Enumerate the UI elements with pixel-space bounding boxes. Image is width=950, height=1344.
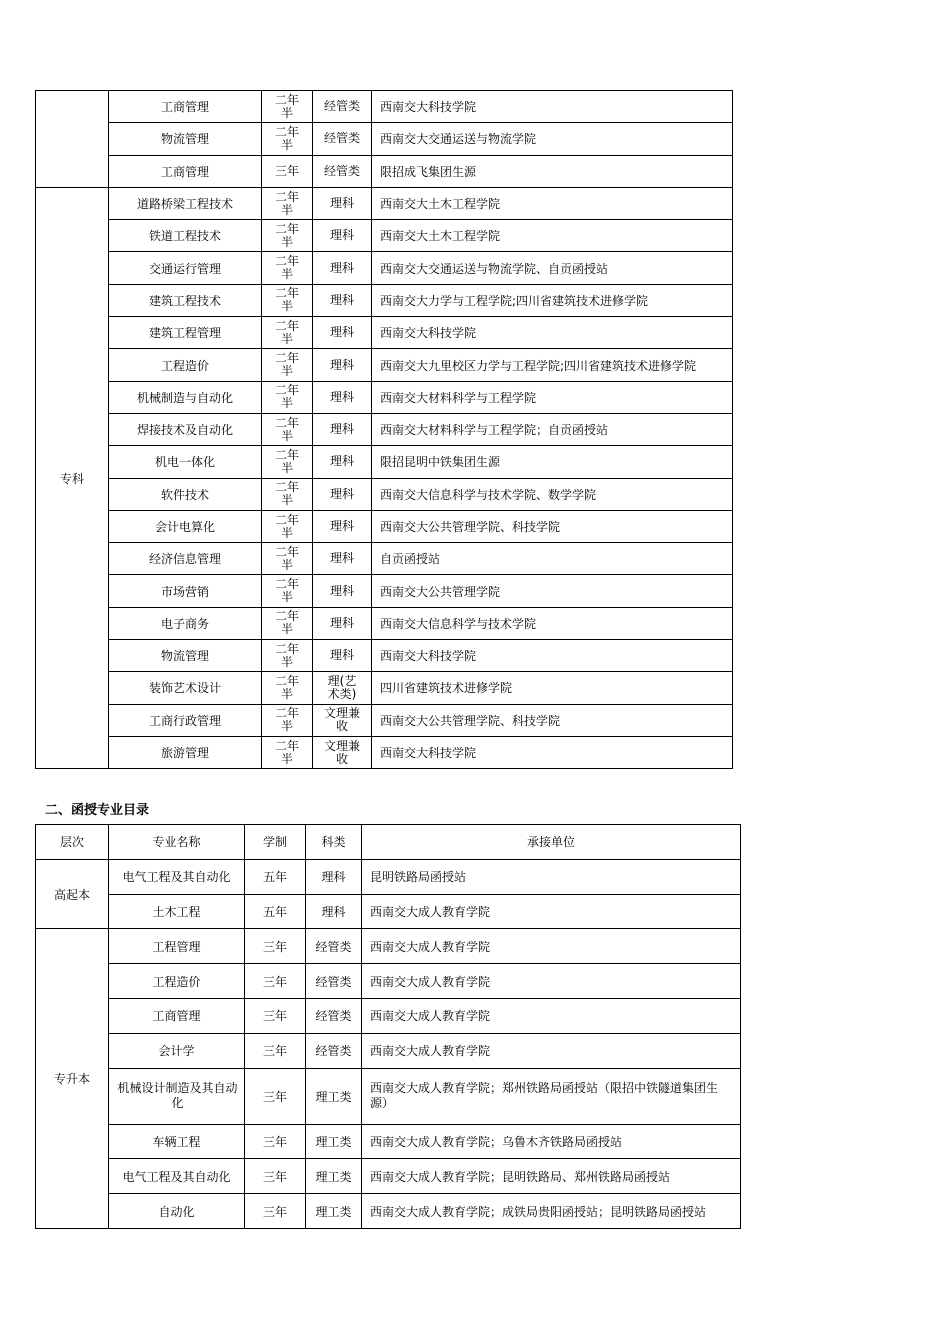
category-line: 理科 <box>329 325 354 340</box>
table-row <box>36 252 733 284</box>
table-row <box>36 381 733 413</box>
table-row <box>36 317 733 349</box>
major-name: 电气工程及其自动化 <box>109 1159 245 1194</box>
table-row <box>36 736 733 768</box>
major-name: 焊接技术及自动化 <box>109 413 262 445</box>
table-row <box>36 220 733 252</box>
category-line: 理科 <box>329 228 354 243</box>
table-row <box>36 672 733 704</box>
duration-line: 半 <box>280 331 293 346</box>
table-row <box>36 349 733 381</box>
table-row <box>36 1033 741 1068</box>
duration <box>262 607 313 639</box>
category-line: 理(艺 <box>327 673 357 688</box>
undertaking-unit: 西南交大土木工程学院 <box>372 220 733 252</box>
undertaking-unit: 西南交大科技学院 <box>372 317 733 349</box>
undertaking-unit: 西南交大材料科学与工程学院；自贡函授站 <box>372 413 733 445</box>
category: 经管类 <box>313 123 372 155</box>
category <box>313 478 372 510</box>
duration-line: 二年 <box>274 609 299 624</box>
duration-line: 二年 <box>274 415 299 430</box>
category-line: 收 <box>335 751 348 766</box>
duration-line: 二年 <box>274 124 299 139</box>
major-name: 物流管理 <box>109 640 262 672</box>
undertaking-unit: 西南交大成人教育学院 <box>362 894 741 929</box>
category-line: 理科 <box>329 615 354 630</box>
duration: 三年 <box>245 929 306 964</box>
major-name: 市场营销 <box>109 575 262 607</box>
duration-line: 二年 <box>274 92 299 107</box>
undertaking-unit: 西南交大成人教育学院 <box>362 998 741 1033</box>
duration-line: 二年 <box>274 447 299 462</box>
table-row <box>36 704 733 736</box>
major-name: 土木工程 <box>109 894 245 929</box>
major-name: 工程造价 <box>109 964 245 999</box>
level-cell-empty <box>36 91 109 188</box>
duration-line: 二年 <box>274 480 299 495</box>
header-unit: 承接单位 <box>362 825 741 860</box>
table-row <box>36 91 733 123</box>
duration <box>262 317 313 349</box>
major-name: 机械制造与自动化 <box>109 381 262 413</box>
category-line: 理科 <box>329 454 354 469</box>
table-row <box>36 1068 741 1124</box>
duration <box>262 478 313 510</box>
table-row <box>36 510 733 542</box>
category: 理科 <box>306 894 362 929</box>
major-name: 电子商务 <box>109 607 262 639</box>
table-row <box>36 1194 741 1229</box>
section-heading: 二、函授专业目录 <box>45 803 150 818</box>
table-row <box>36 446 733 478</box>
duration-line: 半 <box>280 493 293 508</box>
duration-line: 半 <box>280 686 293 701</box>
duration <box>262 252 313 284</box>
undertaking-unit: 西南交大成人教育学院 <box>362 964 741 999</box>
table-row <box>36 123 733 155</box>
duration <box>262 187 313 219</box>
duration-line: 二年 <box>274 577 299 592</box>
duration-line: 二年 <box>274 673 299 688</box>
undertaking-unit: 四川省建筑技术进修学院 <box>372 672 733 704</box>
table-row <box>36 543 733 575</box>
undertaking-unit: 西南交大信息科学与技术学院、数学学院 <box>372 478 733 510</box>
undertaking-unit: 西南交大交通运送与物流学院、自贡函授站 <box>372 252 733 284</box>
duration-line: 二年 <box>274 738 299 753</box>
undertaking-unit: 西南交大科技学院 <box>372 736 733 768</box>
category <box>313 543 372 575</box>
major-name: 机械设计制造及其自动化 <box>109 1068 245 1124</box>
duration <box>262 413 313 445</box>
duration-line: 半 <box>280 267 293 282</box>
category-line: 文理兼 <box>323 738 360 753</box>
undertaking-unit: 西南交大成人教育学院 <box>362 929 741 964</box>
table-row <box>36 284 733 316</box>
undertaking-unit: 西南交大九里校区力学与工程学院;四川省建筑技术进修学院 <box>372 349 733 381</box>
duration <box>262 543 313 575</box>
duration: 五年 <box>245 859 306 894</box>
duration-line: 二年 <box>274 383 299 398</box>
duration <box>262 123 313 155</box>
duration: 三年 <box>245 1194 306 1229</box>
undertaking-unit: 西南交大成人教育学院；昆明铁路局、郑州铁路局函授站 <box>362 1159 741 1194</box>
undertaking-unit: 西南交大成人教育学院；成铁局贵阳函授站；昆明铁路局函授站 <box>362 1194 741 1229</box>
header-row <box>36 825 741 860</box>
undertaking-unit: 西南交大成人教育学院；郑州铁路局函授站（限招中铁隧道集团生源） <box>362 1068 741 1124</box>
category <box>313 317 372 349</box>
level-cell: 专科 <box>36 187 109 768</box>
duration-line: 半 <box>280 751 293 766</box>
category <box>313 220 372 252</box>
duration-line: 二年 <box>274 318 299 333</box>
duration-line: 半 <box>280 525 293 540</box>
duration: 三年 <box>245 964 306 999</box>
table-row <box>36 998 741 1033</box>
category: 经管类 <box>306 1033 362 1068</box>
category: 经管类 <box>313 91 372 123</box>
table-row <box>36 155 733 187</box>
duration-line: 半 <box>280 590 293 605</box>
category-line: 文理兼 <box>323 706 360 721</box>
duration-line: 二年 <box>274 351 299 366</box>
major-name: 交通运行管理 <box>109 252 262 284</box>
duration-line: 二年 <box>274 512 299 527</box>
table-row <box>36 929 741 964</box>
category-line: 理科 <box>329 260 354 275</box>
major-name: 工商管理 <box>109 998 245 1033</box>
duration-line: 二年 <box>274 254 299 269</box>
major-name: 经济信息管理 <box>109 543 262 575</box>
table-row <box>36 964 741 999</box>
duration-line: 半 <box>280 137 293 152</box>
category <box>313 607 372 639</box>
major-name: 车辆工程 <box>109 1124 245 1159</box>
category <box>313 381 372 413</box>
major-name: 工商行政管理 <box>109 704 262 736</box>
category: 理工类 <box>306 1068 362 1124</box>
major-name: 工程管理 <box>109 929 245 964</box>
duration-line: 半 <box>280 396 293 411</box>
table-row <box>36 640 733 672</box>
table-row <box>36 1159 741 1194</box>
category-line: 理科 <box>329 519 354 533</box>
category-line: 收 <box>335 719 348 734</box>
duration <box>262 349 313 381</box>
category-line: 理科 <box>329 422 354 437</box>
category-line: 理科 <box>329 196 354 211</box>
undertaking-unit: 西南交大土木工程学院 <box>372 187 733 219</box>
duration-line: 二年 <box>274 221 299 236</box>
undertaking-unit: 自贡函授站 <box>372 543 733 575</box>
undertaking-unit: 西南交大公共管理学院、科技学院 <box>372 704 733 736</box>
duration-line: 半 <box>280 202 293 217</box>
undertaking-unit: 西南交大成人教育学院；乌鲁木齐铁路局函授站 <box>362 1124 741 1159</box>
duration <box>262 736 313 768</box>
major-name: 建筑工程技术 <box>109 284 262 316</box>
major-name: 工商管理 <box>109 91 262 123</box>
duration: 三年 <box>245 1159 306 1194</box>
duration-line: 半 <box>280 654 293 669</box>
category <box>313 413 372 445</box>
undertaking-unit: 西南交大科技学院 <box>372 640 733 672</box>
major-name: 物流管理 <box>109 123 262 155</box>
duration: 三年 <box>245 998 306 1033</box>
category: 理工类 <box>306 1194 362 1229</box>
level-cell: 高起本 <box>36 859 109 929</box>
duration: 三年 <box>245 1124 306 1159</box>
header-term: 学制 <box>245 825 306 860</box>
duration-line: 半 <box>280 105 293 120</box>
major-name: 软件技术 <box>109 478 262 510</box>
undertaking-unit: 西南交大材料科学与工程学院 <box>372 381 733 413</box>
category-line: 理科 <box>329 583 354 598</box>
duration: 三年 <box>245 1033 306 1068</box>
major-name: 道路桥梁工程技术 <box>109 187 262 219</box>
major-name: 旅游管理 <box>109 736 262 768</box>
category-line: 理科 <box>329 389 354 404</box>
undertaking-unit: 西南交大信息科学与技术学院 <box>372 607 733 639</box>
category: 经管类 <box>313 155 372 187</box>
category-line: 理科 <box>329 357 354 372</box>
duration <box>262 91 313 123</box>
category <box>313 510 372 542</box>
table-row <box>36 187 733 219</box>
duration-line: 三年 <box>274 163 299 178</box>
category-line: 理科 <box>329 648 354 663</box>
duration <box>262 446 313 478</box>
category <box>313 575 372 607</box>
duration-line: 半 <box>280 299 293 314</box>
category: 理工类 <box>306 1124 362 1159</box>
duration: 五年 <box>245 894 306 929</box>
duration-line: 半 <box>280 622 293 637</box>
duration <box>262 704 313 736</box>
duration-line: 半 <box>280 719 293 734</box>
major-name: 机电一体化 <box>109 446 262 478</box>
duration-line: 半 <box>280 557 293 572</box>
category <box>313 252 372 284</box>
duration-line: 半 <box>280 460 293 475</box>
duration-line: 半 <box>280 234 293 249</box>
table-row <box>36 1124 741 1159</box>
undertaking-unit: 西南交大力学与工程学院;四川省建筑技术进修学院 <box>372 284 733 316</box>
major-name: 工程造价 <box>109 349 262 381</box>
undertaking-unit: 昆明铁路局函授站 <box>362 859 741 894</box>
duration-line: 二年 <box>274 189 299 204</box>
duration-line: 二年 <box>274 641 299 656</box>
duration-line: 半 <box>280 428 293 443</box>
duration-line: 二年 <box>274 544 299 559</box>
header-category: 科类 <box>306 825 362 860</box>
duration-line: 半 <box>280 364 293 379</box>
major-name: 铁道工程技术 <box>109 220 262 252</box>
duration-line: 二年 <box>274 286 299 301</box>
table-row <box>36 894 741 929</box>
table-row <box>36 859 741 894</box>
category <box>313 704 372 736</box>
correspondence-program-table <box>35 824 741 1229</box>
undertaking-unit: 西南交大公共管理学院 <box>372 575 733 607</box>
undertaking-unit: 限招成飞集团生源 <box>372 155 733 187</box>
duration <box>262 640 313 672</box>
header-major: 专业名称 <box>109 825 245 860</box>
undertaking-unit: 西南交大交通运送与物流学院 <box>372 123 733 155</box>
duration: 三年 <box>245 1068 306 1124</box>
category <box>313 446 372 478</box>
table-row <box>36 607 733 639</box>
major-name: 会计电算化 <box>109 510 262 542</box>
category-line: 理科 <box>329 486 354 501</box>
category-line: 术类) <box>327 686 357 701</box>
category-line: 理科 <box>329 551 354 566</box>
duration <box>262 284 313 316</box>
duration <box>262 575 313 607</box>
category <box>313 672 372 704</box>
category <box>313 349 372 381</box>
major-name: 装饰艺术设计 <box>109 672 262 704</box>
category <box>313 736 372 768</box>
duration <box>262 220 313 252</box>
major-name: 工商管理 <box>109 155 262 187</box>
category <box>313 640 372 672</box>
table-row <box>36 413 733 445</box>
category: 经管类 <box>306 998 362 1033</box>
category: 经管类 <box>306 929 362 964</box>
major-name: 自动化 <box>109 1194 245 1229</box>
table-row <box>36 478 733 510</box>
category: 理工类 <box>306 1159 362 1194</box>
undertaking-unit: 限招昆明中铁集团生源 <box>372 446 733 478</box>
major-name: 建筑工程管理 <box>109 317 262 349</box>
duration <box>262 155 313 187</box>
category <box>313 187 372 219</box>
duration <box>262 381 313 413</box>
undertaking-unit: 西南交大公共管理学院、科技学院 <box>372 510 733 542</box>
table-row <box>36 575 733 607</box>
category <box>313 284 372 316</box>
duration-line: 二年 <box>274 706 299 721</box>
category-line: 理科 <box>329 292 354 307</box>
undertaking-unit: 西南交大成人教育学院 <box>362 1033 741 1068</box>
level-cell: 专升本 <box>36 929 109 1229</box>
major-name: 电气工程及其自动化 <box>109 859 245 894</box>
category: 经管类 <box>306 964 362 999</box>
duration <box>262 510 313 542</box>
duration <box>262 672 313 704</box>
program-table-continued <box>35 90 733 769</box>
header-level: 层次 <box>36 825 109 860</box>
major-name: 会计学 <box>109 1033 245 1068</box>
undertaking-unit: 西南交大科技学院 <box>372 91 733 123</box>
category: 理科 <box>306 859 362 894</box>
